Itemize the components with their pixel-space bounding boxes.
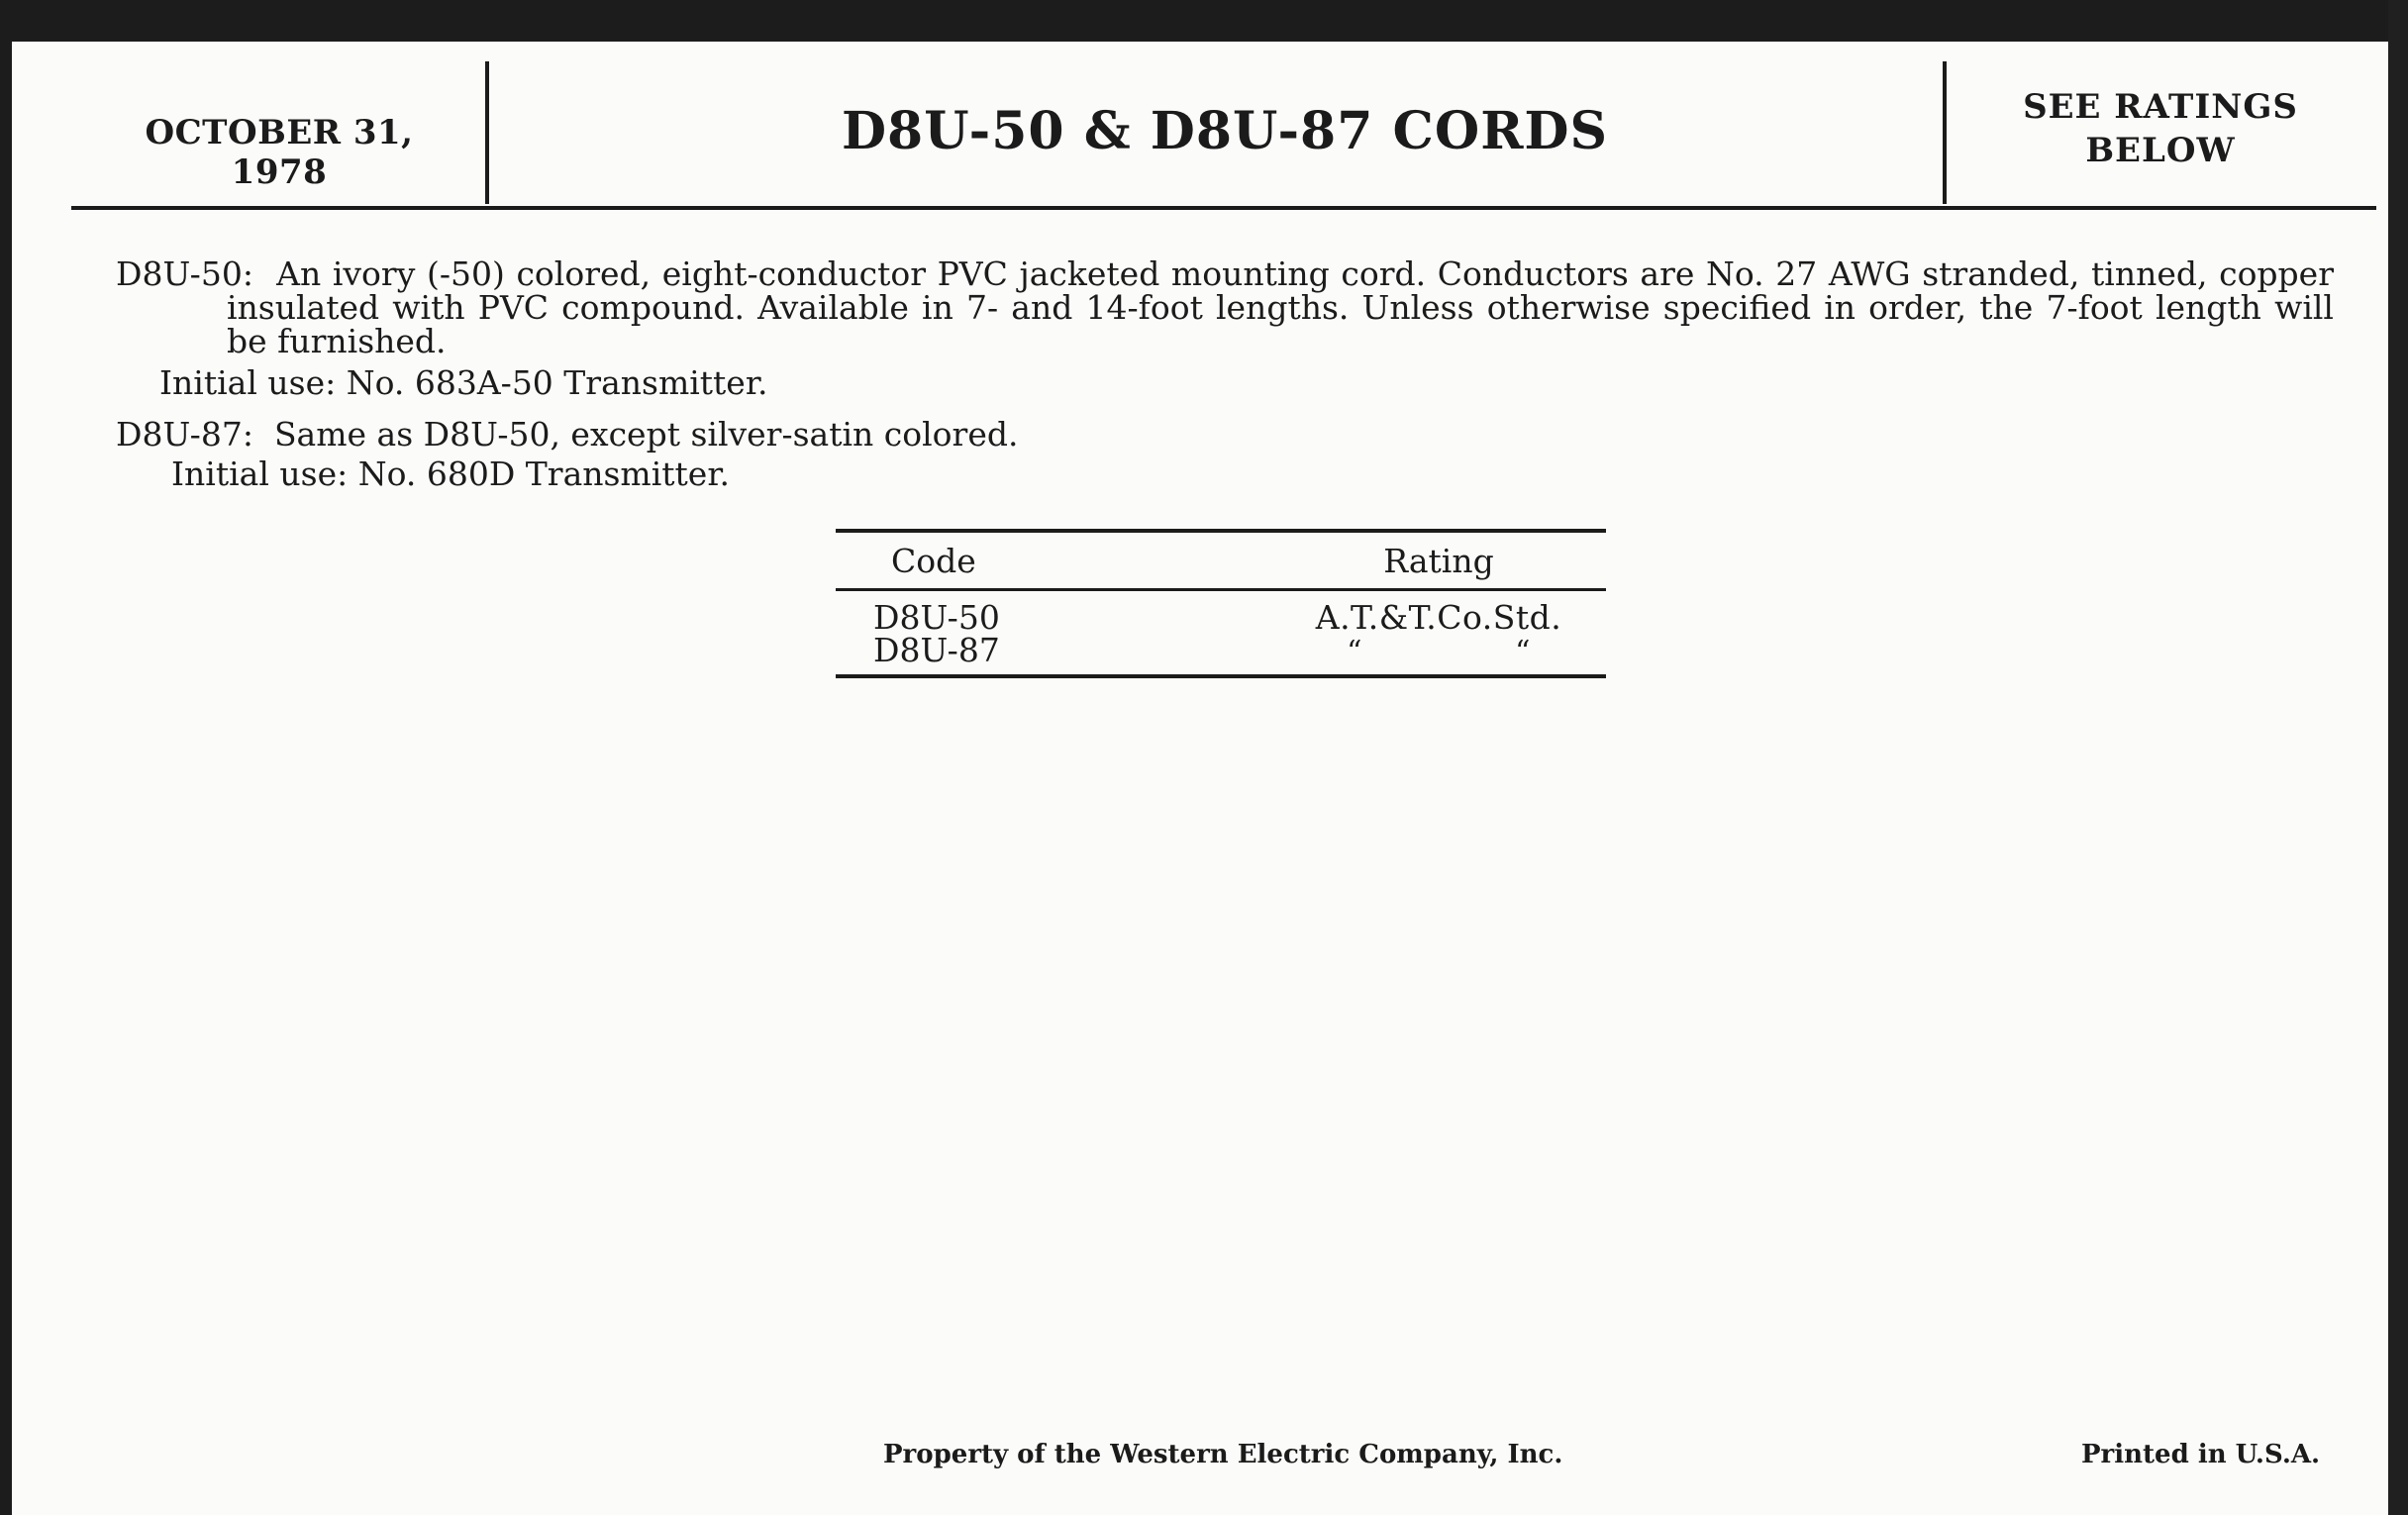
description-section (116, 254, 2334, 493)
footer-property: Property of the Western Electric Company, Inc. (883, 1440, 1563, 1469)
column-header-code: Code (891, 541, 976, 580)
row-code: D8U-87 (873, 631, 1000, 669)
d8u87-description (116, 415, 2334, 454)
column-header-rating: Rating (1383, 541, 1494, 580)
header-rule (71, 206, 2376, 210)
d8u50-initial-use: Initial use: No. 683A-50 Transmitter. (159, 363, 768, 402)
row-rating (1133, 631, 1606, 669)
header-divider-left (485, 61, 489, 204)
ratings-note-line-1: SEE RATINGS (2023, 87, 2298, 127)
scan-edge (2388, 0, 2408, 1515)
ratings-note-line-2: BELOW (2085, 131, 2236, 170)
ditto-mark: “ (1347, 635, 1362, 669)
table-header (836, 533, 1606, 588)
d8u87-initial-use: Initial use: No. 680D Transmitter. (171, 454, 730, 493)
ditto-mark: “ (1515, 635, 1531, 669)
d8u87-code: D8U-87: (116, 415, 253, 454)
row-code: D8U-50 (873, 598, 1000, 637)
issue-date: OCTOBER 31, 1978 (145, 113, 414, 192)
header-divider-right (1943, 61, 1947, 204)
d8u50-text: An ivory (-50) colored, eight-conductor PVC jacketed mounting cord. Conductors are No. 27 AWG stranded, tinned, copper insulated with PVC compound. Available in 7- and 14-foot lengths. Unless otherwise specified in order, the 7-foot length will be furnished. (227, 254, 2334, 360)
table-body (836, 591, 1606, 674)
d8u50-code: D8U-50: (116, 254, 253, 293)
ratings-table (836, 529, 1606, 678)
document-card (12, 42, 2388, 1515)
ratings-note (1953, 85, 2368, 172)
page-title: D8U-50 & D8U-87 CORDS (841, 101, 1609, 161)
table-rule-bottom (836, 674, 1606, 678)
row-rating: A.T.&T.Co.Std. (1315, 598, 1562, 637)
footer-printed: Printed in U.S.A. (2081, 1440, 2321, 1469)
table-row (836, 631, 1606, 669)
ditto-marks (1290, 635, 1587, 669)
d8u87-text: Same as D8U-50, except silver-satin colored. (273, 415, 1019, 454)
table-row (836, 598, 1606, 637)
d8u50-description (116, 254, 2334, 360)
